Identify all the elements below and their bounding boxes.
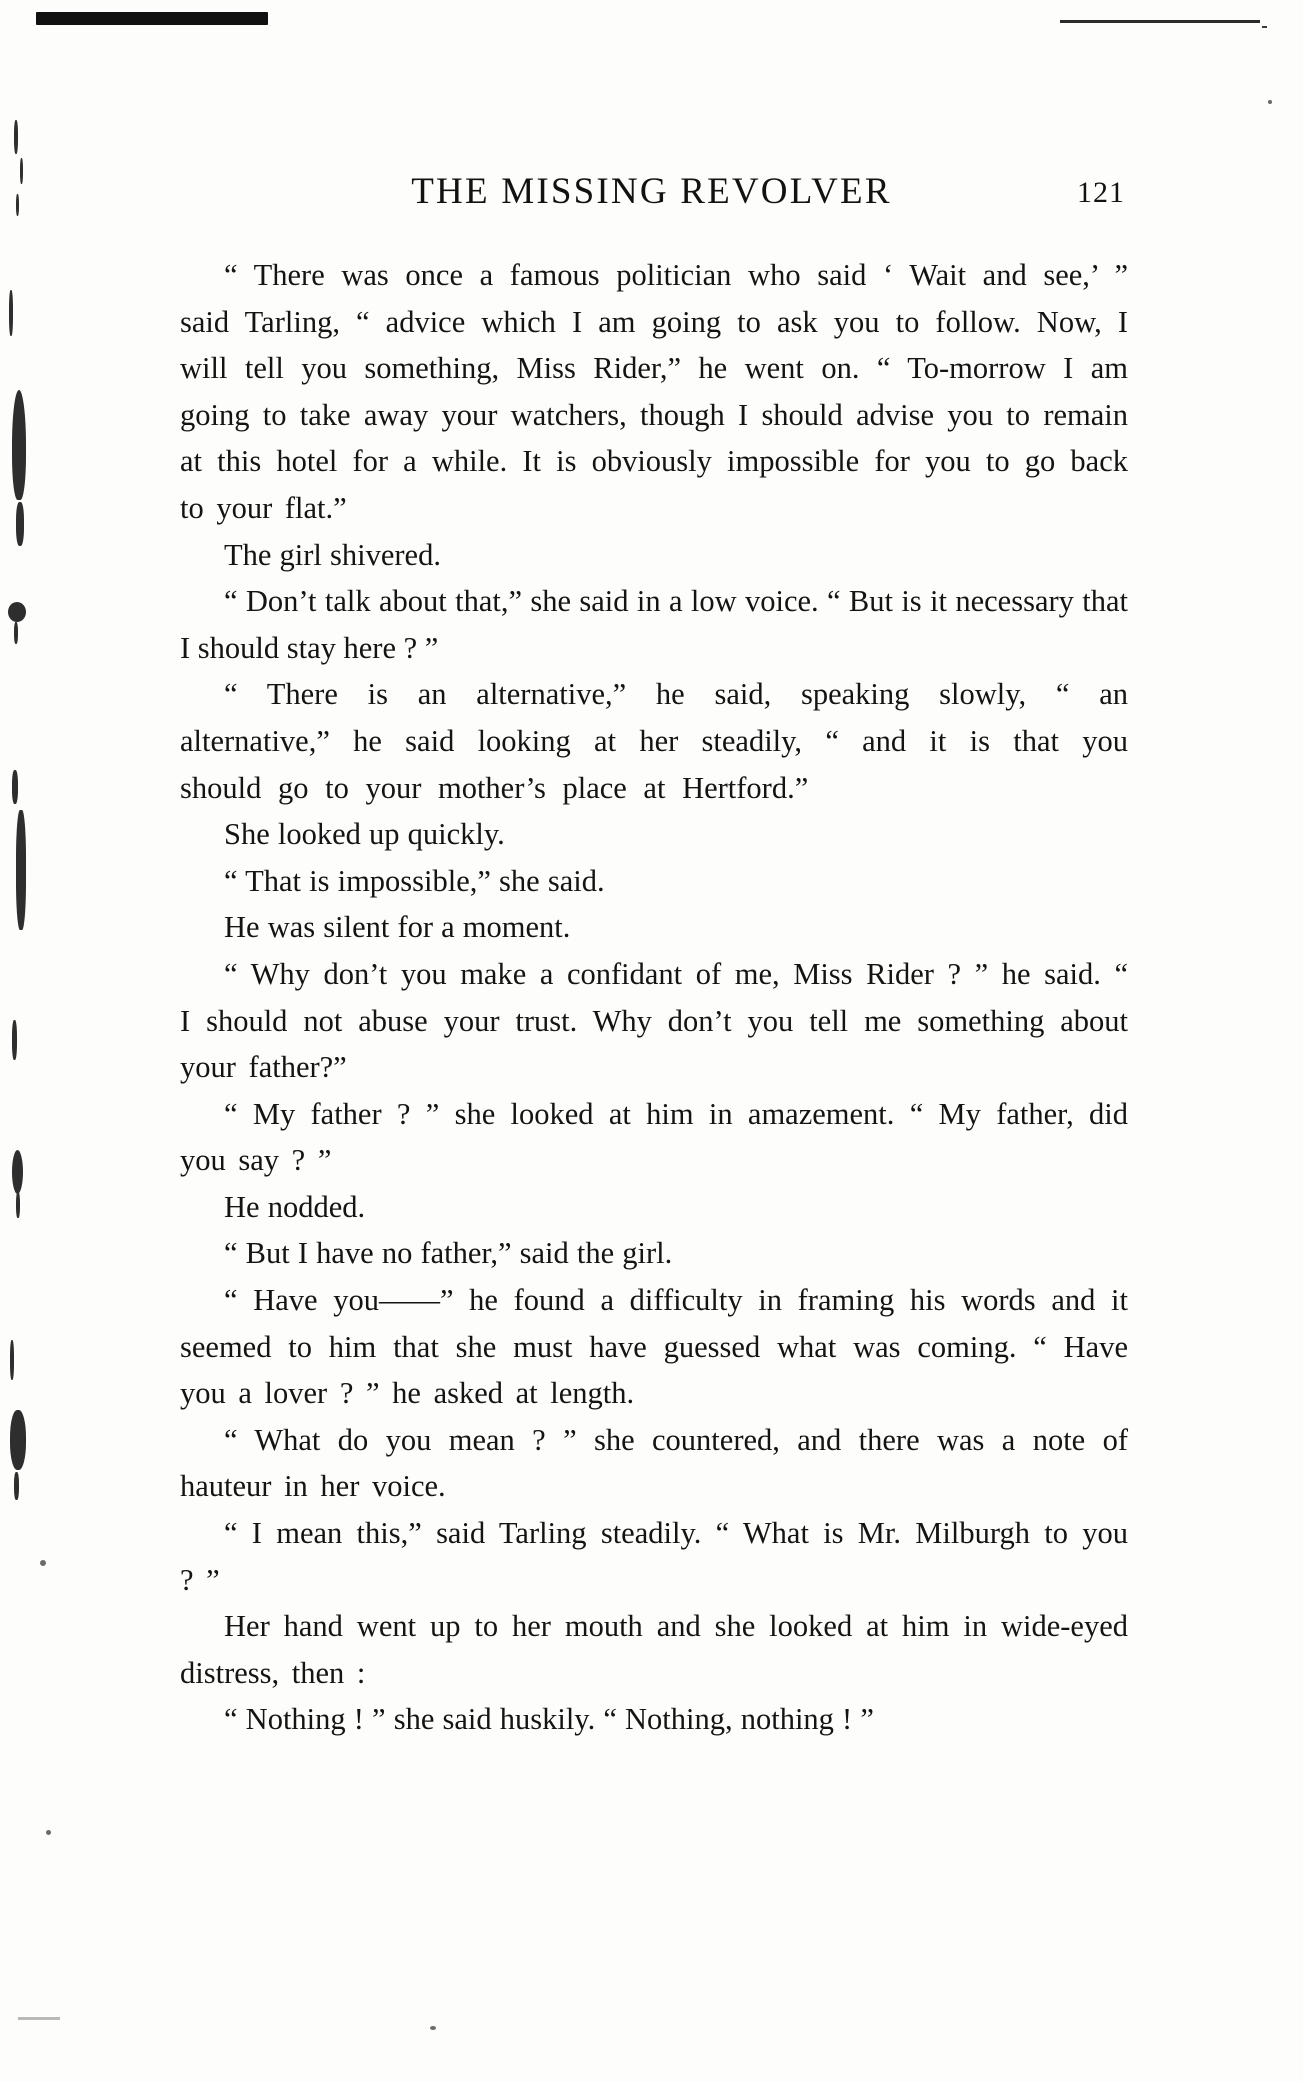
paragraph: He was silent for a moment. (224, 910, 571, 945)
paragraph: “ What do you mean ? ” she countered, and there was a note of hauteur in her voice. (180, 1422, 1128, 1504)
paragraph: She looked up quickly. (224, 817, 505, 852)
paragraph: “ That is impossible,” she said. (224, 863, 605, 898)
paragraph: “ But I have no father,” said the girl. (224, 1236, 673, 1271)
body-text (180, 252, 1128, 1743)
paragraph: “ Nothing ! ” she said huskily. “ Nothing, nothing ! ” (224, 1702, 874, 1737)
paragraph: Her hand went up to her mouth and she looked at him in wide-eyed distress, then : (180, 1609, 1128, 1690)
paragraph: “ Why don’t you make a confidant of me, Miss Rider ? ” he said. “ I should not abuse your trust. Why don’t you tell me something about your father?” (180, 956, 1128, 1085)
paragraph: “ There was once a famous politician who said ‘ Wait and see,’ ” said Tarling, “ advice which I am going to ask you to follow. Now, I will tell you something, Miss Rider,” he went on. “ To-morrow I am going to take away your watchers, though I should advise you to remain at this hotel for a while. It is obviously impossible for you to go back to your flat.” (180, 258, 1128, 525)
paragraph: “ Have you——” he found a difficulty in framing his words and it seemed to him that she must have guessed what was coming. “ Have you a lover ? ” he asked at length. (180, 1283, 1128, 1411)
paragraph: The girl shivered. (224, 537, 441, 572)
paragraph: He nodded. (224, 1189, 366, 1224)
paragraph: “ I mean this,” said Tarling steadily. “ What is Mr. Milburgh to you ? ” (180, 1516, 1128, 1597)
paragraph: “ My father ? ” she looked at him in amazement. “ My father, did you say ? ” (180, 1096, 1128, 1178)
page-number: 121 (1077, 176, 1125, 209)
paragraph: “ Don’t talk about that,” she said in a low voice. “ But is it necessary that I should stay here ? ” (180, 584, 1128, 665)
running-head-title: THE MISSING REVOLVER (411, 171, 892, 212)
paragraph: “ There is an alternative,” he said, speaking slowly, “ an alternative,” he said looking at her steadily, “ and it is that you should go to your mother’s place at Hertford.” (180, 677, 1128, 805)
